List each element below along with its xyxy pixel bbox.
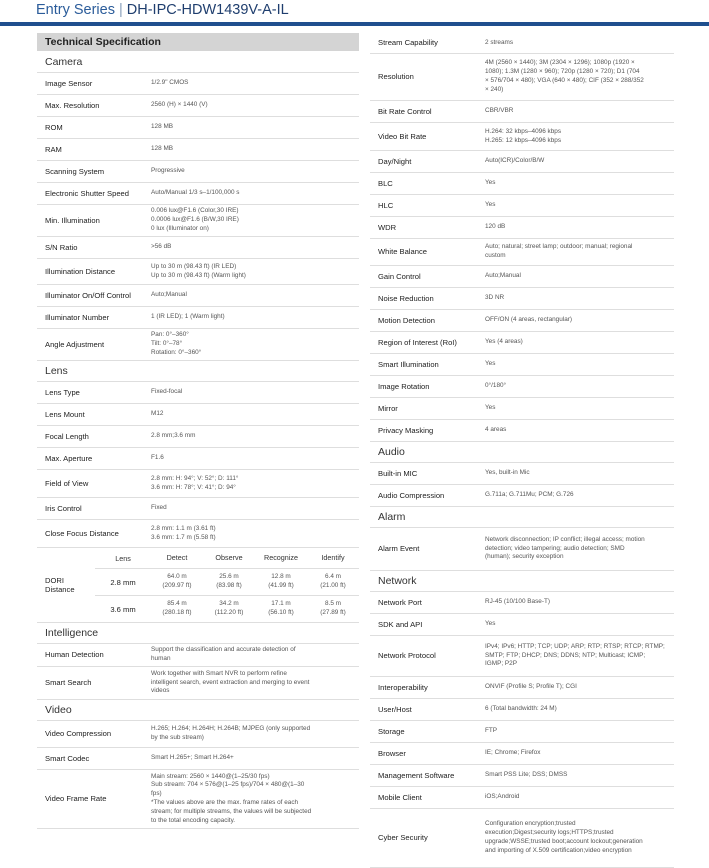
spec-value-line: 3.6 mm: H: 78°; V: 41°; D: 94° <box>151 483 236 491</box>
dori-recognize-cell: 12.8 m (41.99 ft) <box>268 573 294 589</box>
spec-value-line: IGMP; P2P <box>485 660 517 668</box>
spec-value-line: 0.006 lux@F1.6 (Color,30 IRE) <box>151 207 239 215</box>
spec-key: Cyber Security <box>378 833 428 843</box>
video-table-right <box>370 33 674 442</box>
spec-value <box>149 101 359 110</box>
spec-row <box>370 54 674 101</box>
spec-value-line: 120 dB <box>485 223 506 231</box>
spec-value <box>483 536 674 562</box>
spec-value-line: by the sub stream) <box>151 734 204 741</box>
spec-key: Video Frame Rate <box>45 794 107 804</box>
spec-value-line: Pan: 0°–360° <box>151 331 189 339</box>
dori-header-identify: Identify <box>321 552 345 562</box>
spec-row <box>37 382 359 404</box>
dori-detect-cell: 85.4 m (280.18 ft) <box>162 600 192 616</box>
spec-row <box>37 470 359 498</box>
spec-value-line: G.711a; G.711Mu; PCM; G.726 <box>485 491 574 499</box>
spec-value <box>149 475 359 493</box>
spec-value-line: H.265; H.264; H.264H; H.264B; MJPEG (only supported <box>151 725 311 733</box>
spec-value-line: 2.8 mm: 1.1 m (3.61 ft) <box>151 524 216 532</box>
spec-key: Lens Type <box>45 387 80 397</box>
series-name: Entry Series <box>36 2 115 18</box>
spec-row <box>370 721 674 743</box>
spec-row <box>37 329 359 361</box>
spec-row <box>370 787 674 809</box>
lens-table <box>37 382 359 548</box>
spec-key: Electronic Shutter Speed <box>45 188 130 198</box>
spec-key: Smart Search <box>45 678 92 688</box>
spec-value <box>483 793 674 802</box>
spec-value <box>149 291 359 300</box>
section-audio: Audio <box>370 442 674 463</box>
spec-key: Browser <box>378 748 406 758</box>
spec-value-line: F1.6 <box>151 454 164 462</box>
spec-value-line: Yes (4 areas) <box>485 338 523 346</box>
spec-value <box>149 313 359 322</box>
spec-key: Close Focus Distance <box>45 528 119 538</box>
spec-value <box>149 432 359 441</box>
spec-value-line: Smart PSS Lite; DSS; DMSS <box>485 771 568 779</box>
spec-value <box>483 643 674 669</box>
spec-key: Smart Codec <box>45 753 90 763</box>
spec-value <box>483 749 674 758</box>
spec-value-line: upgrade;WSSE;trusted boot;account lockout;generation <box>485 838 643 845</box>
spec-value-line: 0 lux (Illuminator on) <box>151 224 209 232</box>
spec-row <box>370 332 674 354</box>
spec-value <box>483 179 674 188</box>
spec-row <box>370 809 674 868</box>
header-rule <box>0 22 709 26</box>
spec-key: Angle Adjustment <box>45 339 105 349</box>
spec-row <box>370 376 674 398</box>
spec-key: Region of Interest (RoI) <box>378 337 457 347</box>
spec-value <box>483 39 674 48</box>
spec-value-line: IPv4; IPv6; HTTP; TCP; UDP; ARP; RTP; RTSP; RTCP; RTMP; <box>485 642 665 650</box>
section-alarm: Alarm <box>370 507 674 528</box>
spec-value-line: Auto(ICR)/Color/B/W <box>485 157 545 165</box>
spec-value-line: execution;Digest;security logs;HTTPS;trusted <box>485 829 614 837</box>
spec-key: Scanning System <box>45 166 105 176</box>
spec-value-line: 2.8 mm: H: 94°; V: 52°; D: 111° <box>151 474 239 482</box>
spec-key: Image Sensor <box>45 78 93 88</box>
spec-row <box>370 266 674 288</box>
spec-value-line: human <box>151 655 171 662</box>
spec-value <box>149 243 359 252</box>
spec-row <box>370 398 674 420</box>
spec-row <box>37 259 359 285</box>
spec-value-line: 128 MB <box>151 145 174 153</box>
spec-key: Max. Resolution <box>45 100 100 110</box>
spec-value <box>483 272 674 281</box>
spec-value <box>483 683 674 692</box>
spec-row <box>37 644 359 667</box>
spec-value-line: iOS;Android <box>485 793 520 801</box>
spec-row <box>370 33 674 54</box>
dori-header-lens: Lens <box>115 553 131 563</box>
page-header <box>0 0 709 24</box>
spec-value-line: H.265: 12 kbps–4096 kbps <box>485 136 562 144</box>
dori-row-3-6mm <box>95 596 359 622</box>
dori-row-2-8mm <box>95 569 359 596</box>
dori-label-line2: Distance <box>45 585 75 594</box>
spec-row <box>370 699 674 721</box>
spec-value-line: 0.0006 lux@F1.6 (B/W,30 IRE) <box>151 216 239 224</box>
spec-key: Alarm Event <box>378 544 420 554</box>
spec-row <box>370 420 674 442</box>
right-column <box>370 33 674 868</box>
spec-key: HLC <box>378 200 394 210</box>
spec-key: Network Protocol <box>378 651 436 661</box>
spec-row <box>370 173 674 195</box>
spec-value-line: SMTP; FTP; DHCP; DNS; DDNS; NTP; Multicast; ICMP; <box>485 651 646 659</box>
spec-value-line: 6 (Total bandwidth: 24 M) <box>485 705 557 713</box>
spec-value-line: 2 streams <box>485 38 514 46</box>
video-table-left <box>37 721 359 829</box>
spec-row <box>370 463 674 485</box>
spec-key: Interoperability <box>378 682 428 692</box>
spec-value-line: OFF/ON (4 areas, rectangular) <box>485 316 573 324</box>
section-network: Network <box>370 571 674 592</box>
spec-value <box>483 223 674 232</box>
spec-value-line: Yes <box>485 201 496 209</box>
spec-value <box>483 382 674 391</box>
spec-value-line: 0°/180° <box>485 382 507 390</box>
spec-row <box>370 528 674 571</box>
dori-header-detect: Detect <box>166 552 188 562</box>
spec-value-line: 128 MB <box>151 123 174 131</box>
spec-value-line: stream; for multiple streams, the values will be subjected <box>151 807 312 815</box>
spec-value <box>483 201 674 210</box>
spec-row <box>37 183 359 205</box>
spec-value-line: 3.6 mm: 1.7 m (5.58 ft) <box>151 533 216 541</box>
spec-row <box>37 404 359 426</box>
spec-value <box>483 491 674 500</box>
camera-table <box>37 73 359 361</box>
spec-value <box>483 404 674 413</box>
spec-key: Bit Rate Control <box>378 106 432 116</box>
spec-row <box>370 765 674 787</box>
spec-value-line: Tilt: 0°–78° <box>151 340 183 348</box>
spec-value-line: (human); security exception <box>485 553 564 561</box>
spec-value <box>149 331 359 357</box>
spec-value <box>149 145 359 154</box>
spec-value-line: Up to 30 m (98.43 ft) (IR LED) <box>151 262 237 270</box>
spec-value-line: Auto/Manual 1/3 s–1/100,000 s <box>151 189 240 197</box>
spec-value <box>149 410 359 419</box>
spec-key: Smart Illumination <box>378 359 439 369</box>
spec-value <box>149 670 359 696</box>
spec-row <box>37 73 359 95</box>
spec-key: User/Host <box>378 704 412 714</box>
spec-value <box>149 123 359 132</box>
section-video: Video <box>37 700 359 721</box>
spec-row <box>370 743 674 765</box>
spec-row <box>370 485 674 507</box>
spec-value-line: Sub stream: 704 × 576@(1–25 fps)/704 × 480@(1–30 <box>151 781 305 789</box>
spec-value-line: Fixed <box>151 504 167 512</box>
spec-key: Max. Aperture <box>45 453 93 463</box>
spec-value-line: videos <box>151 687 170 695</box>
spec-value <box>483 705 674 714</box>
spec-row <box>37 95 359 117</box>
spec-row <box>37 307 359 329</box>
spec-value-line: M12 <box>151 410 164 418</box>
spec-value <box>149 504 359 513</box>
spec-key: White Balance <box>378 247 427 257</box>
alarm-table <box>370 528 674 571</box>
spec-row <box>370 310 674 332</box>
spec-value-line: 1080); 1.3M (1280 × 960); 720p (1280 × 720); D1 (704 <box>485 68 640 76</box>
spec-value <box>149 79 359 88</box>
spec-key: Motion Detection <box>378 315 435 325</box>
network-table <box>370 592 674 868</box>
spec-key: Privacy Masking <box>378 425 434 435</box>
spec-value <box>149 189 359 198</box>
spec-row <box>37 770 359 829</box>
spec-row <box>37 721 359 748</box>
spec-value-line: 2.8 mm;3.6 mm <box>151 432 196 440</box>
spec-value-line: Yes <box>485 179 496 187</box>
section-intelligence: Intelligence <box>37 623 359 644</box>
spec-value-line: Smart H.265+; Smart H.264+ <box>151 754 234 762</box>
spec-value <box>483 820 674 855</box>
spec-value-line: Support the classification and accurate detection of <box>151 646 296 654</box>
spec-row <box>37 205 359 237</box>
spec-value <box>483 338 674 347</box>
spec-value-line: intelligent search, event extraction and merging to event <box>151 678 310 686</box>
spec-value-line: Main stream: 2560 × 1440@(1–25/30 fps) <box>151 772 270 780</box>
spec-key: Day/Night <box>378 156 412 166</box>
spec-value-line: to the total encoding capacity. <box>151 816 236 824</box>
spec-value <box>483 59 674 94</box>
spec-key: Mirror <box>378 403 398 413</box>
spec-key: Illuminator Number <box>45 312 110 322</box>
section-lens: Lens <box>37 361 359 382</box>
spec-key: BLC <box>378 178 393 188</box>
spec-key: S/N Ratio <box>45 242 78 252</box>
dori-identify-cell: 8.5 m (27.89 ft) <box>320 600 346 616</box>
spec-row <box>37 117 359 139</box>
spec-row <box>370 592 674 614</box>
spec-value-line: Network disconnection; IP conflict; illegal access; motion <box>485 535 645 543</box>
spec-value <box>149 263 359 281</box>
spec-value-line: 1/2.9" CMOS <box>151 79 189 87</box>
spec-key: Illuminator On/Off Control <box>45 290 131 300</box>
spec-value-line: 2560 (H) × 1440 (V) <box>151 101 208 109</box>
spec-key: RAM <box>45 144 62 154</box>
dori-label-line1: DORI <box>45 576 64 585</box>
spec-value-line: Yes <box>485 620 496 628</box>
spec-value-line: CBR/VBR <box>485 107 514 115</box>
spec-value-line: Yes, built-in Mic <box>485 469 530 477</box>
spec-value-line: Yes <box>485 360 496 368</box>
spec-value <box>483 128 674 146</box>
spec-key: Stream Capability <box>378 38 438 48</box>
spec-key: Built-in MIC <box>378 468 418 478</box>
spec-key: WDR <box>378 222 397 232</box>
spec-value-line: 1 (IR LED); 1 (Warm light) <box>151 313 225 321</box>
dori-lens-cell: 3.6 mm <box>110 604 136 614</box>
spec-key: Illumination Distance <box>45 266 116 276</box>
spec-value-line: *The values above are the max. frame rates of each <box>151 799 299 806</box>
spec-value <box>483 294 674 303</box>
spec-value-line: custom <box>485 252 506 259</box>
spec-value-line: Fixed-focal <box>151 388 183 396</box>
audio-table <box>370 463 674 507</box>
spec-value <box>149 388 359 397</box>
spec-value <box>149 725 359 743</box>
spec-value <box>149 525 359 543</box>
spec-key: Management Software <box>378 770 455 780</box>
spec-key: Human Detection <box>45 650 104 660</box>
spec-row <box>37 426 359 448</box>
spec-key: Mobile Client <box>378 792 422 802</box>
dori-header-row <box>95 548 359 569</box>
spec-key: Network Port <box>378 597 422 607</box>
spec-value <box>149 754 359 763</box>
spec-value-line: Work together with Smart NVR to perform refine <box>151 669 287 677</box>
spec-row <box>370 195 674 217</box>
spec-row <box>370 101 674 123</box>
dori-header-recognize: Recognize <box>264 552 298 562</box>
spec-value <box>483 157 674 166</box>
spec-row <box>37 237 359 259</box>
spec-value-line: Auto;Manual <box>485 272 521 280</box>
spec-value <box>483 360 674 369</box>
spec-key: ROM <box>45 122 63 132</box>
spec-value <box>483 771 674 780</box>
spec-row <box>37 161 359 183</box>
spec-value-line: 4 areas <box>485 426 507 434</box>
spec-value <box>149 454 359 463</box>
spec-key: Image Rotation <box>378 381 430 391</box>
spec-key: Storage <box>378 726 405 736</box>
spec-key: SDK and API <box>378 619 423 629</box>
spec-key: Min. Illumination <box>45 215 100 225</box>
spec-value-line: Configuration encryption;trusted <box>485 820 576 828</box>
spec-value-line: RJ-45 (10/100 Base-T) <box>485 598 550 606</box>
spec-row <box>37 667 359 700</box>
model-number: DH-IPC-HDW1439V-A-IL <box>126 2 289 18</box>
spec-title-bar: Technical Specification <box>37 33 359 51</box>
dori-grid <box>95 548 359 622</box>
spec-row <box>370 354 674 376</box>
spec-value-line: × 576/704 × 480); VGA (640 × 480); CIF (352 × 288/352 <box>485 77 644 84</box>
spec-key: Focal Length <box>45 431 89 441</box>
spec-key: Resolution <box>378 72 414 82</box>
spec-row <box>37 448 359 470</box>
spec-value-line: Auto; natural; street lamp; outdoor; manual; regional <box>485 243 633 251</box>
spec-value-line: >56 dB <box>151 243 172 251</box>
spec-row <box>37 285 359 307</box>
spec-row <box>370 677 674 699</box>
intelligence-table <box>37 644 359 700</box>
spec-value <box>483 107 674 116</box>
spec-row <box>37 498 359 520</box>
spec-row <box>370 123 674 151</box>
spec-row <box>370 151 674 173</box>
dori-observe-cell: 25.6 m (83.98 ft) <box>216 573 242 589</box>
spec-value <box>483 426 674 435</box>
spec-value-line: ONVIF (Profile S; Profile T); CGI <box>485 683 577 691</box>
spec-value <box>149 646 359 664</box>
dori-detect-cell: 64.0 m (209.97 ft) <box>162 573 192 589</box>
spec-key: Field of View <box>45 478 89 488</box>
spec-row <box>37 139 359 161</box>
spec-key: Audio Compression <box>378 490 445 500</box>
spec-value <box>483 598 674 607</box>
spec-value <box>483 620 674 629</box>
dori-table <box>37 548 359 623</box>
spec-value <box>483 316 674 325</box>
section-camera: Camera <box>37 52 359 73</box>
spec-value-line: Rotation: 0°–360° <box>151 348 202 356</box>
spec-value-line: × 240) <box>485 85 504 93</box>
spec-key: Video Compression <box>45 729 112 739</box>
spec-key: Noise Reduction <box>378 293 434 303</box>
spec-row <box>370 614 674 636</box>
dori-label <box>37 548 95 622</box>
spec-value <box>149 773 359 826</box>
spec-value-line: Yes <box>485 404 496 412</box>
spec-value-line: 4M (2560 × 1440); 3M (2304 × 1296); 1080p (1920 × <box>485 59 635 67</box>
left-column <box>37 33 359 829</box>
dori-identify-cell: 6.4 m (21.00 ft) <box>320 573 346 589</box>
spec-key: Lens Mount <box>45 409 85 419</box>
spec-key: Gain Control <box>378 271 421 281</box>
dori-header-observe: Observe <box>215 552 243 562</box>
spec-row <box>370 217 674 239</box>
spec-value-line: Progressive <box>151 167 185 175</box>
header-separator: | <box>118 2 123 18</box>
spec-value <box>149 167 359 176</box>
spec-value <box>149 207 359 233</box>
spec-value <box>483 727 674 736</box>
spec-value-line: 3D NR <box>485 294 505 302</box>
spec-row <box>370 288 674 310</box>
spec-key: Video Bit Rate <box>378 131 427 141</box>
spec-value-line: and importing of X.509 certification;video encryption <box>485 846 632 854</box>
spec-key: Iris Control <box>45 503 82 513</box>
spec-value-line: IE; Chrome; Firefox <box>485 749 541 757</box>
spec-value-line: Up to 30 m (98.43 ft) (Warm light) <box>151 271 246 279</box>
spec-value <box>483 469 674 478</box>
spec-row <box>370 239 674 266</box>
spec-value-line: Auto;Manual <box>151 291 187 299</box>
dori-observe-cell: 34.2 m (112.20 ft) <box>214 600 244 616</box>
spec-value-line: fps) <box>151 790 162 798</box>
header-title <box>36 2 289 18</box>
spec-value-line: FTP <box>485 727 498 735</box>
spec-value <box>483 243 674 261</box>
spec-row <box>37 748 359 770</box>
dori-lens-cell: 2.8 mm <box>110 577 136 587</box>
spec-row <box>370 636 674 677</box>
dori-recognize-cell: 17.1 m (56.10 ft) <box>268 600 294 616</box>
spec-value-line: detection; video tampering; audio detection; SMD <box>485 544 625 552</box>
spec-value-line: H.264: 32 kbps–4096 kbps <box>485 127 562 135</box>
spec-row <box>37 520 359 548</box>
